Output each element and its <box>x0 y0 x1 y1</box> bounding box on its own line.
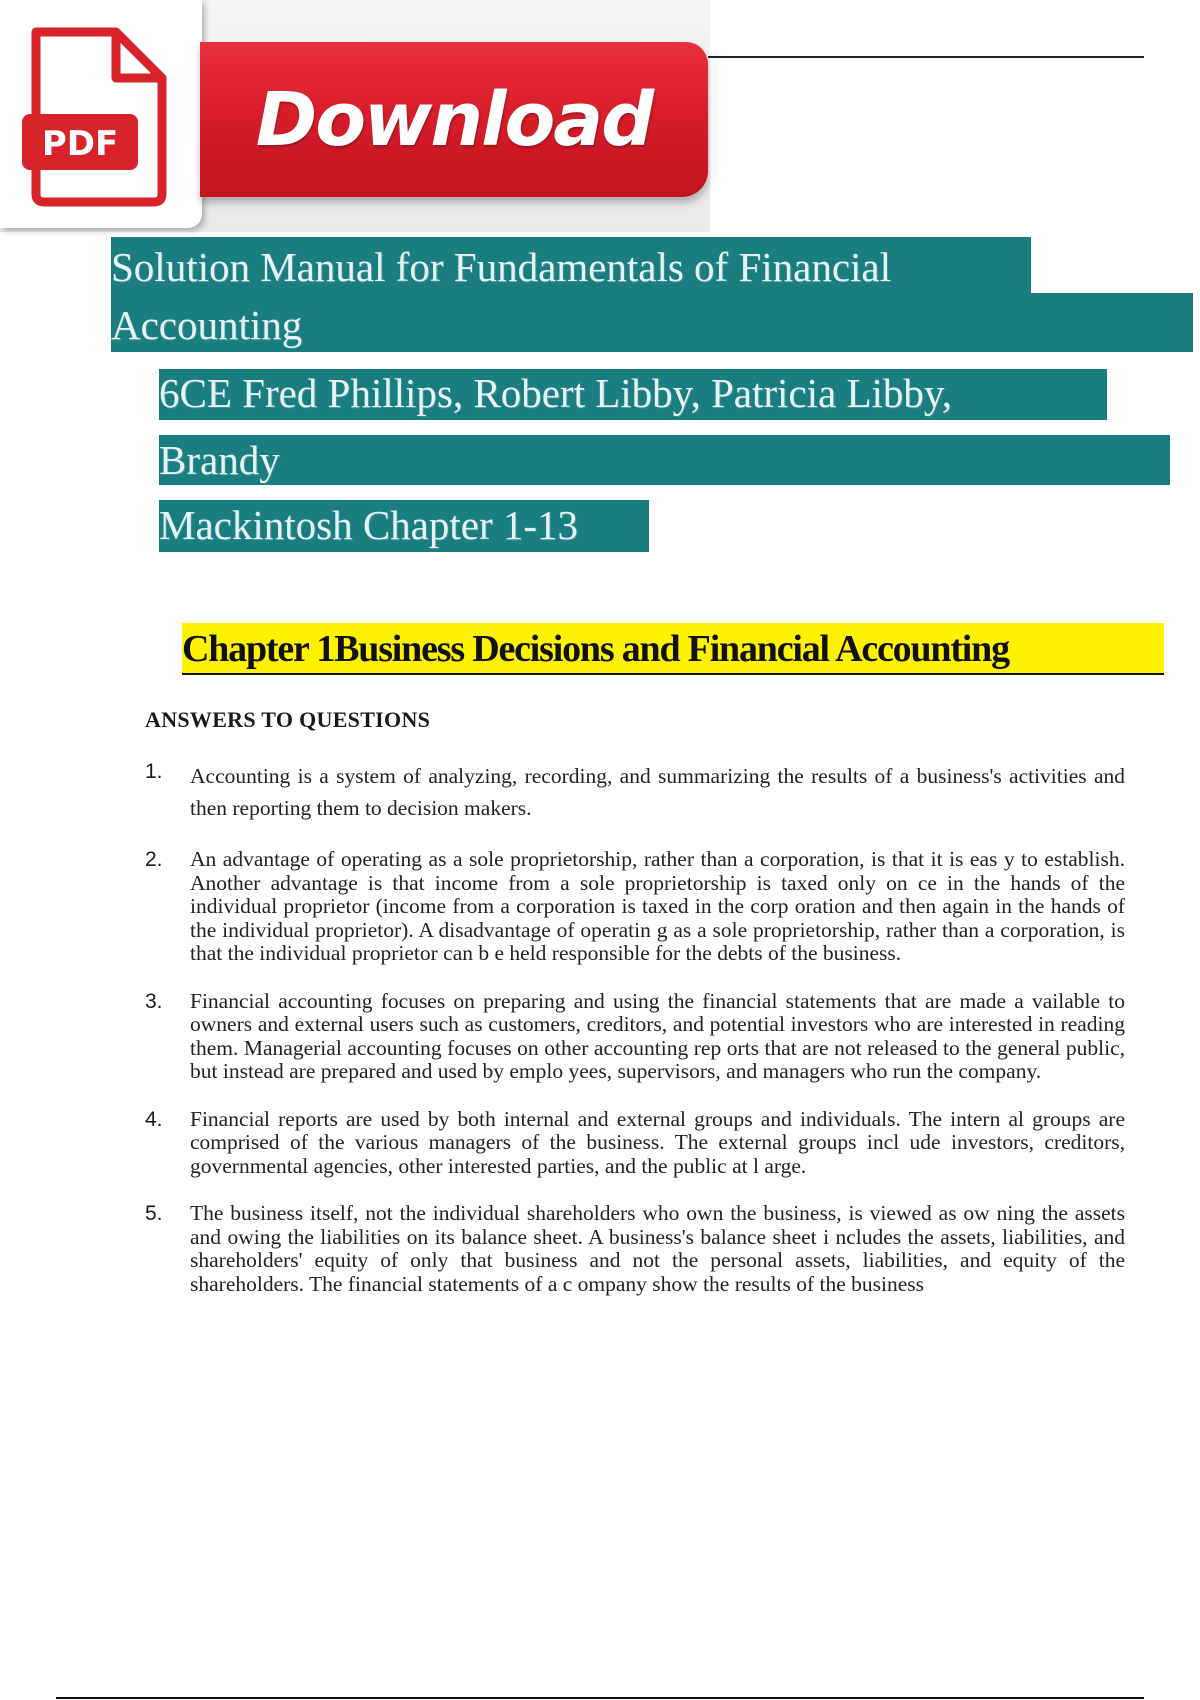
document-title-line1: Solution Manual for Fundamentals of Financial <box>111 244 892 290</box>
answer-number: 4. <box>145 1107 163 1131</box>
top-rule <box>708 56 1144 58</box>
answer-text: An advantage of operating as a sole proprietorship, rather than a corporation, is that it is eas y to establish. Another advantage is that income from a sole proprietorship is taxed only on ce in the hands of the individual proprietor (income from a corporation is taxed in the corp oration and then again in the hands of the individual proprietor). A disadvantage of operatin g as a sole proprietorship, rather than a corporation, is that the individual proprietor can b e held responsible for the debts of the business. <box>190 847 1125 965</box>
answers-heading: ANSWERS TO QUESTIONS <box>145 707 431 732</box>
answer-item <box>145 1202 1125 1296</box>
document-title-line2: Accounting <box>111 302 303 348</box>
pdf-file-icon <box>20 26 170 208</box>
answer-text: Accounting is a system of analyzing, recording, and summarizing the results of a business's activities and then reporting them to decision makers. <box>190 764 1125 820</box>
authors-line1: 6CE Fred Phillips, Robert Libby, Patricia Libby, <box>159 370 952 416</box>
answer-text: Financial reports are used by both internal and external groups and individuals. The intern al groups are comprised of the various managers of the business. The external groups incl ude investors, creditors, governmental agencies, other interested parties, and the public at l arge. <box>190 1106 1125 1178</box>
answer-item <box>145 990 1125 1084</box>
answer-text: The business itself, not the individual shareholders who own the business, is viewed as ow ning the assets and owing the liabilities on its balance sheet. A business's balance sheet i ncludes the assets, liabilities, and shareholders' equity of only that business and not the personal assets, liabilities, and equity of the shareholders. The financial statements of a c ompany show the results of the business <box>190 1201 1125 1296</box>
authors-line3: Mackintosh Chapter 1-13 <box>159 502 579 548</box>
answer-item <box>145 848 1125 966</box>
subtitle-highlight-line2 <box>159 435 1170 485</box>
bottom-rule <box>56 1697 1144 1699</box>
answer-number: 2. <box>145 848 163 871</box>
answer-item <box>145 760 1125 824</box>
answer-text: Financial accounting focuses on preparing and using the financial statements that are made a vailable to owners and external users such as customers, creditors, and potential investors who are interested in reading them. Managerial accounting focuses on other accounting rep orts that are not released to the general public, but instead are prepared and used by emplo yees, supervisors, and managers who run the company. <box>190 988 1125 1083</box>
answer-number: 1. <box>145 760 163 783</box>
pdf-label: PDF <box>41 124 119 164</box>
answer-item <box>145 1108 1125 1179</box>
authors-line2: Brandy <box>159 437 280 483</box>
answer-number: 5. <box>145 1202 163 1225</box>
answer-number: 3. <box>145 989 163 1013</box>
download-label: Download <box>255 76 653 163</box>
chapter-title: Chapter 1Business Decisions and Financial Accounting <box>182 628 1009 670</box>
answers-list <box>145 760 1125 1320</box>
pdf-card[interactable] <box>0 0 202 228</box>
download-button[interactable] <box>200 42 708 197</box>
